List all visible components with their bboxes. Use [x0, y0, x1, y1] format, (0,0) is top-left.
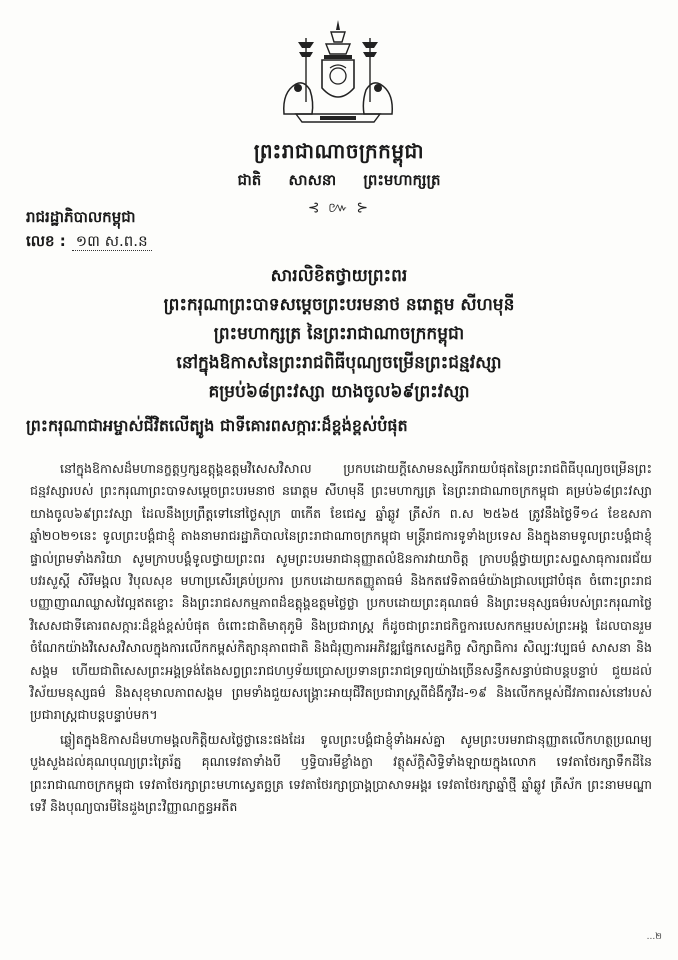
- divider-ornament: ⊰ ៚ ⊱: [307, 200, 371, 216]
- salutation: ព្រះករុណាជាអម្ចាស់ជីវិតលើត្បូង ជាទីគោរពសក្ការៈដ៏ខ្ពង់ខ្ពស់បំផុត: [26, 416, 408, 435]
- body-paragraph: នៅក្នុងឱកាសដ៏មហានក្ខត្តឫក្សឧត្តុង្គឧត្តមវិសេសវិសាល ប្រកបដោយក្តីសោមនស្សរីករាយបំផុតនៃព្រះរាជពិធីបុណ្យចម្រើនព្រះជន្មវស្សារបស់ ព្រះករុណាព្រះបាទសម្តេចព្រះបរមនាថ នរោត្តម សីហមុនី ព្រះមហាក្សត្រ នៃព្រះរាជាណាចក្រកម្ពុជា គម្រប់៦៨ព្រះវស្សា យាងចូល៦៩ព្រះវស្សា ដែលនឹងប្រព្រឹត្តទៅនៅថ្ងៃសុក្រ ៣កើត ខែជេស្ឋ ឆ្នាំឆ្លូវ ត្រីស័ក ព.ស ២៥៦៥ ត្រូវនឹងថ្ងៃទី១៤ ខែឧសភា ឆ្នាំ២០២១នេះ ទូលព្រះបង្គំជាខ្ញុំ តាងនាមរាជរដ្ឋាភិបាលនៃព្រះរាជាណាចក្រកម្ពុជា មន្ត្រីរាជការទូទាំងប្រទេស និងក្នុងនាមទូលព្រះបង្គំជាខ្ញុំផ្ទាល់ព្រមទាំងភរិយា សូមក្រាបបង្គំទូលថ្វាយព្រះពរ សូមព្រះបរមរាជានុញ្ញាតលំឱនការវាយាចិត្ត ក្រាបបង្គំថ្វាយព្រះសព្ទសាធុការពរជ័យ បវរសួស្តី សិរីមង្គល វិបុលសុខ មហាប្រសើរគ្រប់ប្រការ ប្រកបដោយកតញ្ញូតាធម៌ និងកតវេទិតាធម៌យ៉ាងជ្រាលជ្រៅបំផុត ចំពោះព្រះរាជបញ្ញាញាណឈ្លាសវៃល្អឥតខ្ចោះ និងព្រះរាជសកម្មភាពដ៏ឧត្តុង្គឧត្តមថ្លៃថ្លា ប្រកបដោយព្រះគុណធម៌ និងព្រះមនុស្សធម៌របស់ព្រះករុណាថ្លៃវិសេសជាទីគោរពសក្ការៈដ៏ខ្ពង់ខ្ពស់បំផុត ចំពោះជាតិមាតុភូមិ និងប្រជារាស្ត្រ ក៏ដូចជាព្រះរាជកិច្ចការបេសកកម្មរបស់ព្រះអង្គ ដែលបានរួមចំណែកយ៉ាងវិសេសវិសាលក្នុងការលើកកម្ពស់កិត្យានុភាពជាតិ និងជំរុញការអភិវឌ្ឍផ្នែកសេដ្ឋកិច្ច សិក្សាធិការ សិល្បៈវប្បធម៌ សាសនា និងសង្គម ហើយជាពិសេសព្រះអង្គទ្រង់តែងសព្វព្រះរាជហឫទ័យប្រោសប្រទានព្រះរាជទ្រព្យយ៉ាងច្រើនសន្ធឹកសន្ធាប់ជាបន្តបន្ទាប់ ជួយដល់វិស័យមនុស្សធម៌ និងសុខុមាលភាពសង្គម ព្រមទាំងជួយសង្គ្រោះអាយុជីវិតប្រជារាស្ត្រពីជំងឺកូវីដ-១៩ និងលើកកម្ពស់ជីវភាពរស់នៅរបស់ប្រជារាស្ត្រជាបន្តបន្ទាប់មក។: [30, 461, 652, 723]
- document-number-label: លេខ :: [26, 232, 66, 250]
- document-number: [26, 232, 152, 254]
- title-line: សារលិខិតថ្វាយព្រះពរ: [270, 266, 408, 286]
- title-line: ព្រះករុណាព្រះបាទសម្តេចព្រះបរមនាថ នរោត្តម សីហមុនី: [163, 295, 515, 315]
- page-continuation-marker: ...២: [646, 932, 662, 942]
- title-line: នៅក្នុងឱកាសនៃព្រះរាជពិធីបុណ្យចម្រើនព្រះជន្មវស្សា: [176, 353, 502, 373]
- national-motto: ជាតិ សាសនា ព្រះមហាក្សត្រ: [237, 171, 441, 189]
- body-paragraph: ឆ្លៀតក្នុងឱកាសដ៏មហាមង្គលកិត្តិយសថ្លៃថ្លានេះផងដែរ ទូលព្រះបង្គំជាខ្ញុំទាំងអស់គ្នា សូមព្រះបរមរាជានុញ្ញាតលើកហត្ថប្រណម្យបួងសួងដល់គុណបុណ្យព្រះត្រៃរ័ត្ន គុណទេវតាទាំងបី ឫទ្ធិបារមីខ្លាំងក្លា វត្ថុស័ក្តិសិទ្ធិទាំងឡាយក្នុងលោក ទេវតាថែរក្សាទឹកដីនៃព្រះរាជាណាចក្រកម្ពុជា ទេវតាថែរក្សាព្រះមហាស្វេតច្ឆត្រ ទេវតាថែរក្សាប្រាង្គប្រាសាទអង្គរ ទេវតាថែរក្សាឆ្នាំថ្មី ឆ្នាំឆ្លូវ ត្រីស័ក ព្រះនាមមណ្ឌាទេវី និងបុណ្យបារមីនៃដួងព្រះវិញ្ញាណក្ខន្ធអតីត: [30, 731, 652, 815]
- letter-title: [30, 262, 648, 407]
- title-line: ព្រះមហាក្សត្រ នៃព្រះរាជាណាចក្រកម្ពុជា: [213, 324, 465, 344]
- title-line: គម្រប់៦៨ព្រះវស្សា យាងចូល៦៩ព្រះវស្សា: [208, 382, 470, 402]
- issuing-authority: រាជរដ្ឋាភិបាលកម្ពុជា: [26, 208, 136, 226]
- letter-body: [30, 458, 652, 819]
- royal-coat-of-arms-icon: [276, 18, 400, 128]
- kingdom-heading: ព្រះរាជាណាចក្រកម្ពុជា: [253, 139, 425, 163]
- document-number-value: ១៣ ស.ព.ន: [72, 232, 152, 251]
